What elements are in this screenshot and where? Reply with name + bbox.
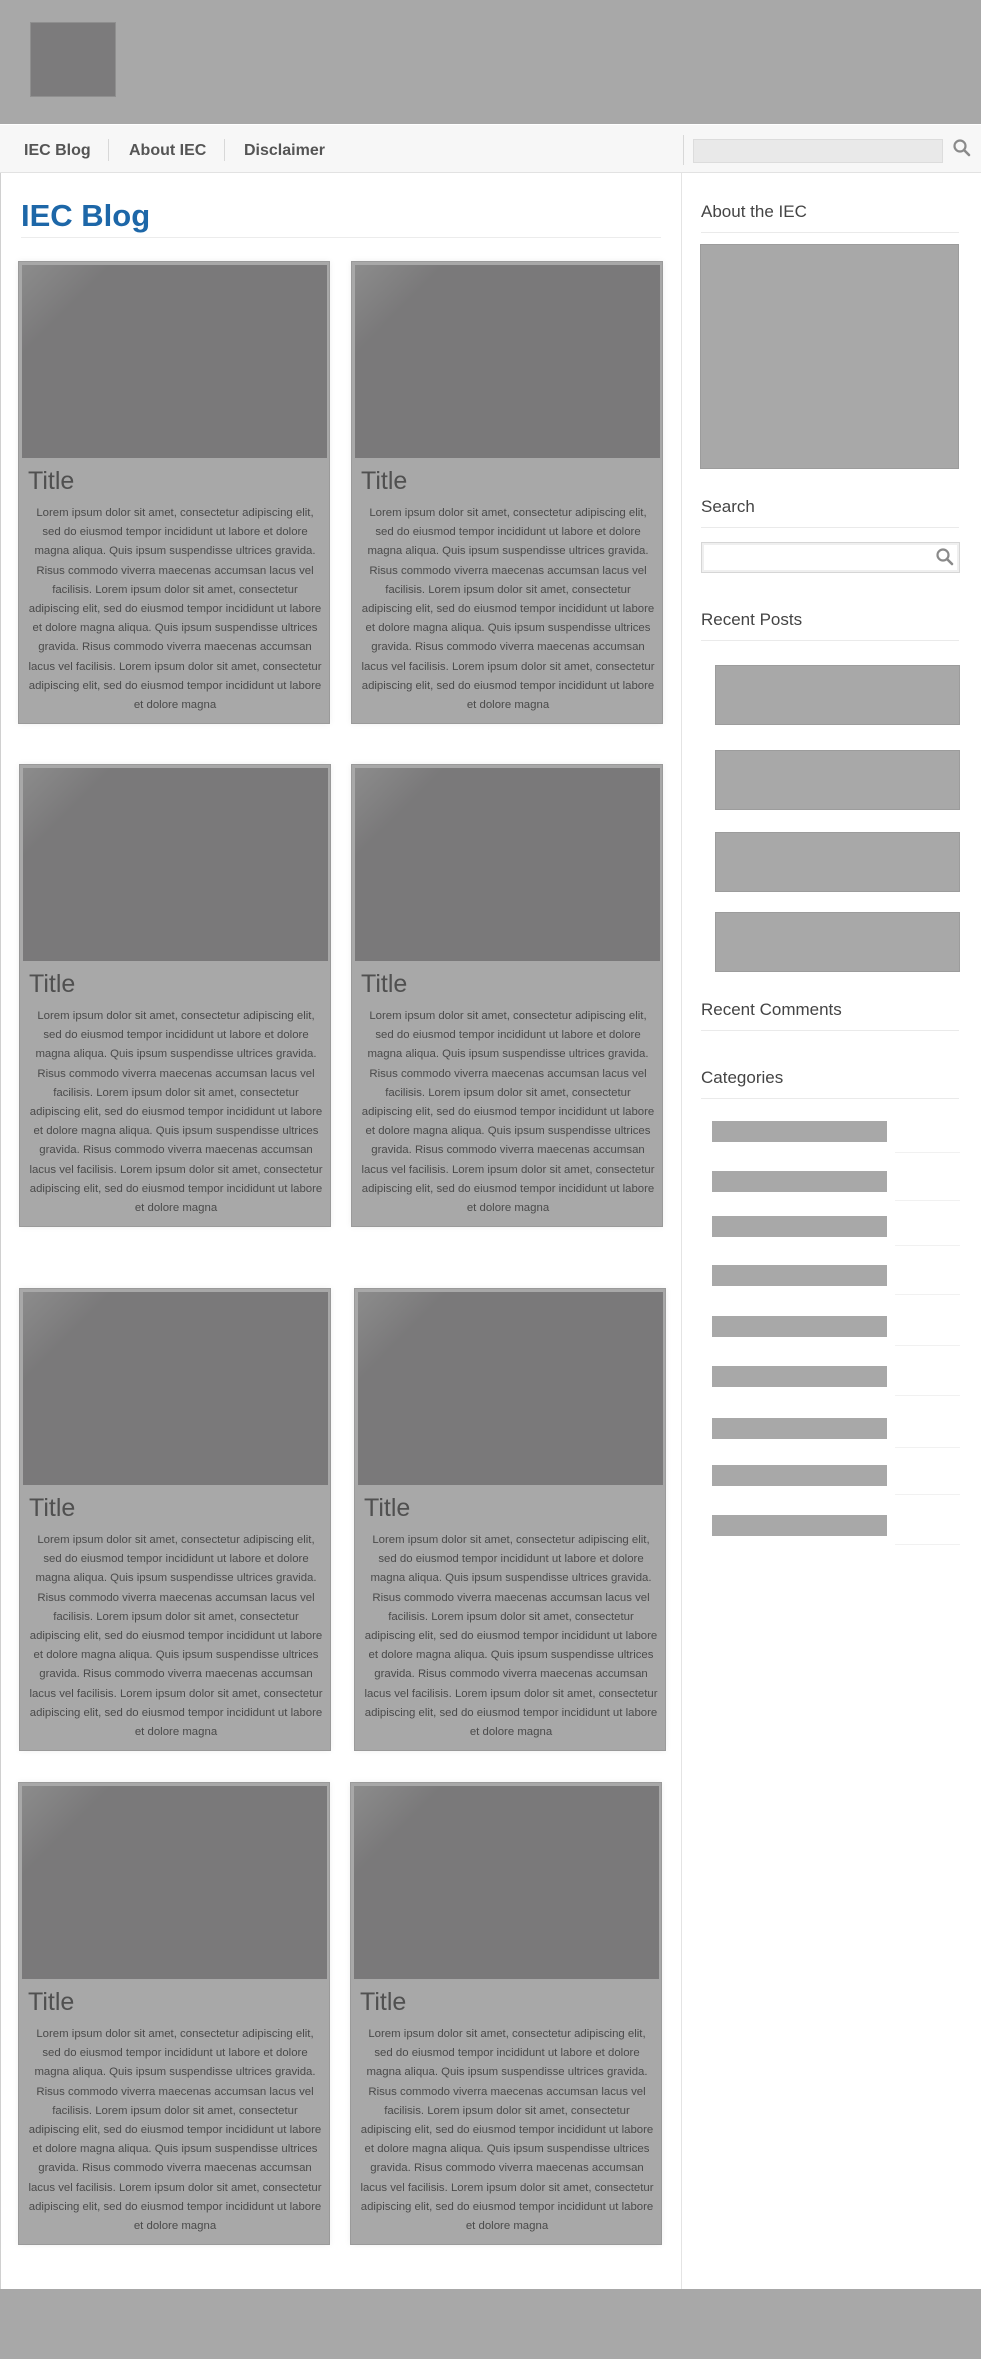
post-card-title[interactable]: Title (360, 1988, 407, 2016)
site-logo[interactable] (30, 22, 116, 97)
post-card[interactable] (19, 1288, 331, 1751)
category-item[interactable] (712, 1366, 887, 1387)
category-item[interactable] (712, 1265, 887, 1286)
column-divider (681, 173, 682, 2359)
post-card-title[interactable]: Title (364, 1494, 411, 1522)
nav-item-about-iec[interactable]: About IEC (129, 142, 207, 159)
post-card-image[interactable] (23, 1292, 328, 1485)
post-card[interactable] (354, 1288, 666, 1751)
post-card[interactable] (351, 261, 663, 724)
post-card-image[interactable] (355, 768, 660, 961)
post-card-image[interactable] (354, 1786, 659, 1979)
post-card-title[interactable]: Title (29, 1494, 76, 1522)
post-card-title[interactable]: Title (361, 467, 408, 495)
category-divider (895, 1544, 960, 1545)
page-frame-border (0, 173, 1, 2289)
post-card-image[interactable] (355, 265, 660, 458)
recent-posts-heading: Recent Posts (701, 610, 803, 629)
top-nav (0, 125, 981, 173)
about-image (700, 244, 959, 469)
post-card-title[interactable]: Title (28, 1988, 75, 2016)
post-card-image[interactable] (22, 265, 327, 458)
category-item[interactable] (712, 1418, 887, 1439)
nav-divider (683, 135, 684, 165)
nav-item-iec-blog[interactable]: IEC Blog (24, 142, 91, 159)
nav-search-input[interactable] (693, 139, 943, 163)
widget-divider (701, 1030, 959, 1031)
recent-post-item[interactable] (715, 750, 960, 810)
nav-divider (108, 139, 109, 161)
recent-comments-heading: Recent Comments (701, 1000, 842, 1019)
post-card-image[interactable] (23, 768, 328, 961)
page-title: IEC Blog (21, 198, 151, 233)
post-card-excerpt: Lorem ipsum dolor sit amet, consectetur adipiscing elit, sed do eiusmod tempor incididunt ut labore et dolore magna aliqua. Quis ipsum suspendisse ultrices gravida. Risus commodo viverra maecenas accumsan lacus vel facilisis. Lorem ipsum dolor sit amet, consectetur adipiscing elit, sed do eiusmod tempor incididunt ut labore et dolore magna aliqua. Quis ipsum suspendisse ultrices gravida. Risus commodo viverra maecenas accumsan lacus vel facilisis. Lorem ipsum dolor sit amet, consectetur adipiscing elit, sed do eiusmod tempor incididunt ut labore et dolore magna (361, 507, 655, 712)
category-divider (895, 1494, 960, 1495)
category-item[interactable] (712, 1121, 887, 1142)
recent-post-item[interactable] (715, 665, 960, 725)
post-card[interactable] (350, 1782, 662, 2245)
category-divider (895, 1395, 960, 1396)
post-card-excerpt: Lorem ipsum dolor sit amet, consectetur adipiscing elit, sed do eiusmod tempor incididunt ut labore et dolore magna aliqua. Quis ipsum suspendisse ultrices gravida. Risus commodo viverra maecenas accumsan lacus vel facilisis. Lorem ipsum dolor sit amet, consectetur adipiscing elit, sed do eiusmod tempor incididunt ut labore et dolore magna aliqua. Quis ipsum suspendisse ultrices gravida. Risus commodo viverra maecenas accumsan lacus vel facilisis. Lorem ipsum dolor sit amet, consectetur adipiscing elit, sed do eiusmod tempor incididunt ut labore et dolore magna (364, 1534, 658, 1739)
about-widget-heading: About the IEC (701, 202, 807, 221)
search-widget-heading: Search (701, 497, 755, 516)
nav-item-disclaimer[interactable]: Disclaimer (244, 142, 325, 159)
title-divider (21, 237, 661, 238)
post-card-excerpt: Lorem ipsum dolor sit amet, consectetur adipiscing elit, sed do eiusmod tempor incididunt ut labore et dolore magna aliqua. Quis ipsum suspendisse ultrices gravida. Risus commodo viverra maecenas accumsan lacus vel facilisis. Lorem ipsum dolor sit amet, consectetur adipiscing elit, sed do eiusmod tempor incididunt ut labore et dolore magna aliqua. Quis ipsum suspendisse ultrices gravida. Risus commodo viverra maecenas accumsan lacus vel facilisis. Lorem ipsum dolor sit amet, consectetur adipiscing elit, sed do eiusmod tempor incididunt ut labore et dolore magna (361, 1010, 655, 1215)
post-card-excerpt: Lorem ipsum dolor sit amet, consectetur adipiscing elit, sed do eiusmod tempor incididunt ut labore et dolore magna aliqua. Quis ipsum suspendisse ultrices gravida. Risus commodo viverra maecenas accumsan lacus vel facilisis. Lorem ipsum dolor sit amet, consectetur adipiscing elit, sed do eiusmod tempor incididunt ut labore et dolore magna aliqua. Quis ipsum suspendisse ultrices gravida. Risus commodo viverra maecenas accumsan lacus vel facilisis. Lorem ipsum dolor sit amet, consectetur adipiscing elit, sed do eiusmod tempor incididunt ut labore et dolore magna (29, 1010, 323, 1215)
widget-divider (701, 527, 959, 528)
categories-heading: Categories (701, 1068, 784, 1087)
post-card-title[interactable]: Title (28, 467, 75, 495)
post-card-excerpt: Lorem ipsum dolor sit amet, consectetur adipiscing elit, sed do eiusmod tempor incididunt ut labore et dolore magna aliqua. Quis ipsum suspendisse ultrices gravida. Risus commodo viverra maecenas accumsan lacus vel facilisis. Lorem ipsum dolor sit amet, consectetur adipiscing elit, sed do eiusmod tempor incididunt ut labore et dolore magna aliqua. Quis ipsum suspendisse ultrices gravida. Risus commodo viverra maecenas accumsan lacus vel facilisis. Lorem ipsum dolor sit amet, consectetur adipiscing elit, sed do eiusmod tempor incididunt ut labore et dolore magna (28, 507, 322, 712)
category-item[interactable] (712, 1171, 887, 1192)
post-card[interactable] (19, 764, 331, 1227)
post-card[interactable] (18, 1782, 330, 2245)
recent-post-item[interactable] (715, 912, 960, 972)
category-divider (895, 1345, 960, 1346)
category-item[interactable] (712, 1216, 887, 1237)
sidebar-search-input[interactable] (701, 542, 960, 573)
post-card-excerpt: Lorem ipsum dolor sit amet, consectetur adipiscing elit, sed do eiusmod tempor incididunt ut labore et dolore magna aliqua. Quis ipsum suspendisse ultrices gravida. Risus commodo viverra maecenas accumsan lacus vel facilisis. Lorem ipsum dolor sit amet, consectetur adipiscing elit, sed do eiusmod tempor incididunt ut labore et dolore magna aliqua. Quis ipsum suspendisse ultrices gravida. Risus commodo viverra maecenas accumsan lacus vel facilisis. Lorem ipsum dolor sit amet, consectetur adipiscing elit, sed do eiusmod tempor incididunt ut labore et dolore magna (360, 2028, 654, 2233)
post-card-title[interactable]: Title (361, 970, 408, 998)
post-card[interactable] (18, 261, 330, 724)
post-card[interactable] (351, 764, 663, 1227)
post-card-excerpt: Lorem ipsum dolor sit amet, consectetur adipiscing elit, sed do eiusmod tempor incididunt ut labore et dolore magna aliqua. Quis ipsum suspendisse ultrices gravida. Risus commodo viverra maecenas accumsan lacus vel facilisis. Lorem ipsum dolor sit amet, consectetur adipiscing elit, sed do eiusmod tempor incididunt ut labore et dolore magna aliqua. Quis ipsum suspendisse ultrices gravida. Risus commodo viverra maecenas accumsan lacus vel facilisis. Lorem ipsum dolor sit amet, consectetur adipiscing elit, sed do eiusmod tempor incididunt ut labore et dolore magna (29, 1534, 323, 1739)
site-header (0, 0, 981, 124)
category-divider (895, 1447, 960, 1448)
post-card-title[interactable]: Title (29, 970, 76, 998)
site-footer (0, 2289, 981, 2359)
category-item[interactable] (712, 1515, 887, 1536)
widget-divider (701, 232, 959, 233)
category-divider (895, 1200, 960, 1201)
category-item[interactable] (712, 1316, 887, 1337)
post-card-excerpt: Lorem ipsum dolor sit amet, consectetur adipiscing elit, sed do eiusmod tempor incididunt ut labore et dolore magna aliqua. Quis ipsum suspendisse ultrices gravida. Risus commodo viverra maecenas accumsan lacus vel facilisis. Lorem ipsum dolor sit amet, consectetur adipiscing elit, sed do eiusmod tempor incididunt ut labore et dolore magna aliqua. Quis ipsum suspendisse ultrices gravida. Risus commodo viverra maecenas accumsan lacus vel facilisis. Lorem ipsum dolor sit amet, consectetur adipiscing elit, sed do eiusmod tempor incididunt ut labore et dolore magna (28, 2028, 322, 2233)
category-divider (895, 1245, 960, 1246)
search-icon[interactable] (952, 138, 972, 158)
category-divider (895, 1152, 960, 1153)
recent-post-item[interactable] (715, 832, 960, 892)
widget-divider (701, 640, 959, 641)
post-card-image[interactable] (358, 1292, 663, 1485)
category-divider (895, 1294, 960, 1295)
category-item[interactable] (712, 1465, 887, 1486)
post-card-image[interactable] (22, 1786, 327, 1979)
nav-divider (224, 139, 225, 161)
widget-divider (701, 1098, 959, 1099)
search-icon[interactable] (935, 547, 955, 567)
